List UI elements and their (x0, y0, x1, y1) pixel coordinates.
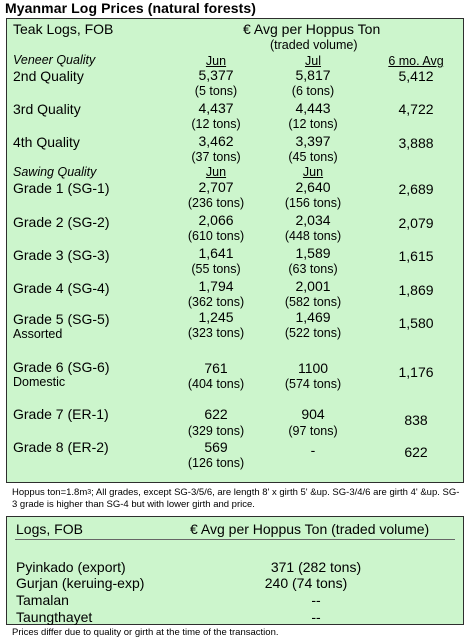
logs-header-divider (15, 539, 455, 540)
logs-row-value: 240 (74 tons) (264, 575, 348, 591)
row-volume-1: (323 tons) (187, 326, 245, 340)
row-price-1: 4,437 (198, 100, 234, 116)
row-avg: 1,869 (398, 282, 434, 298)
row-avg: 2,079 (398, 215, 434, 231)
row-label: Grade 8 (ER-2) (13, 439, 109, 455)
row-volume-1: (12 tons) (191, 117, 241, 131)
row-label: Grade 7 (ER-1) (13, 406, 109, 422)
row-label: Grade 2 (SG-2) (13, 214, 110, 230)
row-price-2: 3,397 (295, 133, 331, 149)
row-price-1: 761 (204, 360, 228, 376)
sawing-col-1: Jun (205, 165, 227, 179)
logs-row-value: 371 (282 tons) (270, 559, 362, 575)
row-volume-2: (97 tons) (288, 424, 338, 438)
row-avg: 622 (404, 444, 428, 460)
row-price-1: 1,245 (198, 309, 234, 325)
veneer-col-avg: 6 mo. Avg (388, 54, 444, 68)
hoppus-note: Hoppus $ton=1.8m^3$; All grades, except SG-3/5/6, are length 8' x girth 5' &up. SG-3/4/6 are girth 4' &up. SG-3 grade is higher than SG-4 but with lower girth and price. (12, 487, 460, 510)
row-avg: 838 (404, 412, 428, 428)
row-volume-2: (63 tons) (288, 262, 338, 276)
footnote: Prices differ due to quality or girth at the time of the transaction. (12, 627, 279, 638)
row-price-2: 5,817 (295, 67, 331, 83)
row-price-1: 2,707 (198, 179, 234, 195)
row-volume-2: (582 tons) (284, 295, 342, 309)
sawing-col-2: Jun (302, 165, 324, 179)
row-price-2: 4,443 (295, 100, 331, 116)
row-price-2: 904 (301, 406, 325, 422)
row-label: 4th Quality (13, 134, 80, 150)
teak-header-left: Teak Logs, FOB (13, 21, 114, 37)
row-label: Grade 1 (SG-1) (13, 180, 110, 196)
logs-header-right: € Avg per Hoppus Ton (traded volume) (190, 521, 430, 537)
row-volume-1: (404 tons) (187, 377, 245, 391)
row-price-2: 2,001 (295, 278, 331, 294)
row-volume-1: (55 tons) (191, 262, 241, 276)
row-price-1: 2,066 (198, 212, 234, 228)
row-volume-2: (45 tons) (288, 150, 338, 164)
row-avg: 2,689 (398, 181, 434, 197)
row-volume-1: (126 tons) (187, 456, 245, 470)
row-volume-2: (156 tons) (284, 196, 342, 210)
row-price-1: 1,641 (198, 245, 234, 261)
teak-header-sub: (traded volume) (270, 38, 358, 52)
row-price-2: 1,589 (295, 245, 331, 261)
row-price-2: 2,034 (295, 212, 331, 228)
row-volume-1: (236 tons) (187, 196, 245, 210)
row-volume-1: (362 tons) (187, 295, 245, 309)
row-price-2: - (310, 442, 316, 458)
row-volume-1: (329 tons) (187, 424, 245, 438)
logs-row-value: -- (311, 592, 321, 608)
logs-row-name: Tamalan (16, 592, 69, 608)
logs-row-name: Pyinkado (export) (16, 559, 126, 575)
row-avg: 3,888 (398, 135, 434, 151)
logs-row-value: -- (311, 609, 321, 625)
row-sublabel: Assorted (13, 327, 63, 341)
row-label: Grade 6 (SG-6) (13, 359, 110, 375)
row-avg: 1,580 (398, 315, 434, 331)
row-volume-1: (5 tons) (194, 84, 238, 98)
veneer-quality-label: Veneer Quality (13, 53, 96, 67)
row-price-2: 1100 (297, 360, 329, 376)
row-label: Grade 5 (SG-5) (13, 311, 110, 327)
row-volume-1: (37 tons) (191, 150, 241, 164)
logs-row-name: Gurjan (keruing-exp) (16, 575, 145, 591)
row-avg: 1,176 (398, 364, 434, 380)
row-avg: 1,615 (398, 248, 434, 264)
logs-row-name: Taungthayet (16, 609, 93, 625)
sawing-quality-label: Sawing Quality (13, 165, 97, 179)
row-label: 3rd Quality (13, 101, 81, 117)
row-price-2: 2,640 (295, 179, 331, 195)
row-avg: 4,722 (398, 101, 434, 117)
row-volume-2: (6 tons) (291, 84, 335, 98)
veneer-col-jun: Jun (205, 54, 227, 68)
row-price-1: 569 (204, 439, 228, 455)
row-volume-2: (12 tons) (288, 117, 338, 131)
row-volume-2: (448 tons) (284, 229, 342, 243)
row-label: 2nd Quality (13, 68, 84, 84)
teak-header-right: € Avg per Hoppus Ton (243, 21, 381, 37)
row-price-1: 3,462 (198, 133, 234, 149)
row-volume-1: (610 tons) (187, 229, 245, 243)
row-price-1: 622 (204, 406, 228, 422)
row-price-1: 5,377 (198, 67, 234, 83)
row-volume-2: (574 tons) (284, 377, 342, 391)
row-label: Grade 4 (SG-4) (13, 280, 110, 296)
row-avg: 5,412 (398, 68, 434, 84)
logs-header-left: Logs, FOB (16, 521, 83, 537)
veneer-col-jul: Jul (305, 54, 321, 68)
row-label: Grade 3 (SG-3) (13, 247, 110, 263)
row-price-2: 1,469 (295, 309, 331, 325)
page-title: Myanmar Log Prices (natural forests) (5, 0, 256, 16)
row-volume-2: (522 tons) (284, 326, 342, 340)
row-price-1: 1,794 (198, 278, 234, 294)
row-sublabel: Domestic (13, 375, 66, 389)
